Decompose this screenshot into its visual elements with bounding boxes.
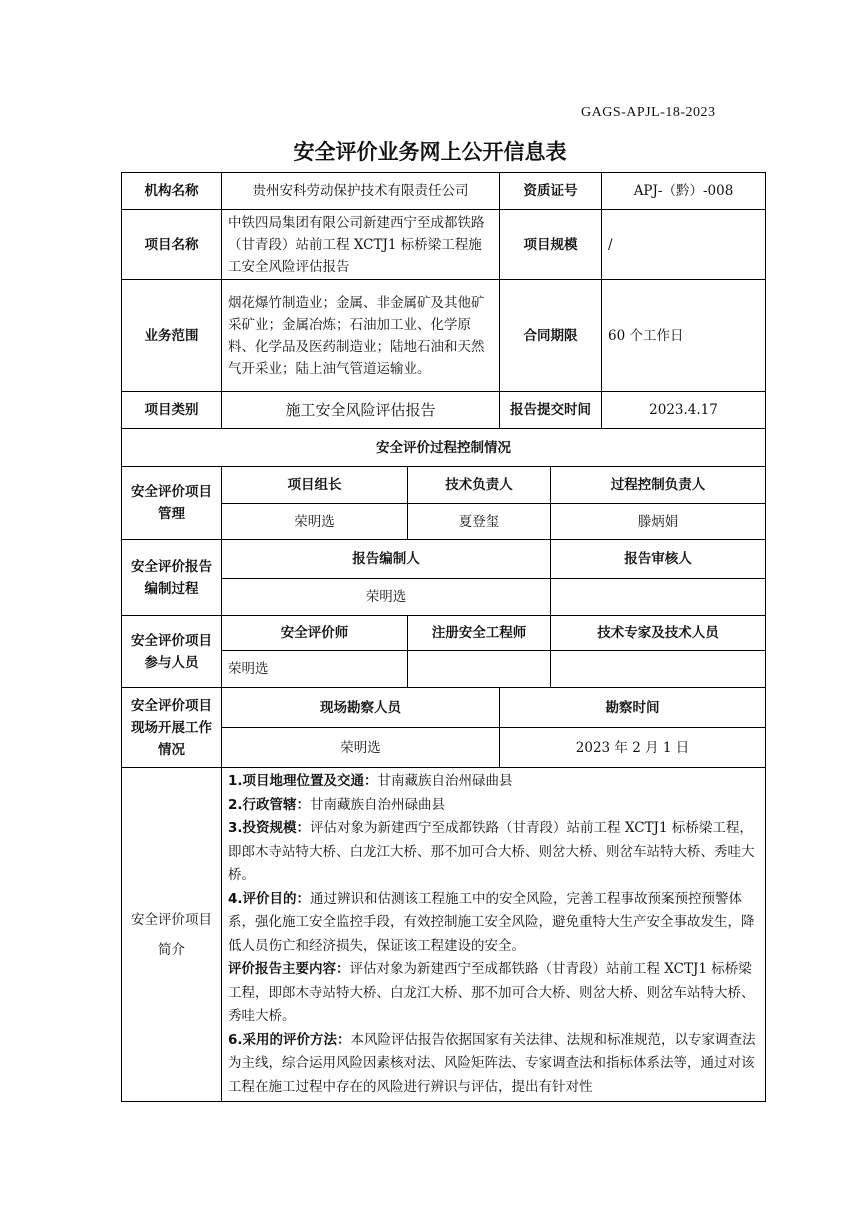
intro-item-content — [228, 958, 759, 1029]
type-row — [122, 392, 766, 429]
mgmt-label: 安全评价项目管理 — [122, 467, 222, 540]
intro-item-jurisdiction — [228, 794, 759, 818]
intro-item-purpose — [228, 888, 759, 959]
submit-value: 2023.4.17 — [602, 392, 766, 429]
intro-location-text: 甘南藏族自治州碌曲县 — [377, 773, 513, 789]
site-time-value: 2023 年 2 月 1 日 — [500, 728, 766, 768]
intro-content-head: 评价报告主要内容： — [228, 961, 350, 977]
process-header: 安全评价过程控制情况 — [122, 429, 766, 467]
submit-label: 报告提交时间 — [500, 392, 602, 429]
mgmt-head-row — [122, 467, 766, 504]
report-col-reviewer: 报告审核人 — [551, 540, 766, 579]
project-label: 项目名称 — [122, 210, 222, 280]
intro-purpose-text: 通过辨识和估测该工程施工中的安全风险，完善工程事故预案预控预警体系，强化施工安全监控手段，有效控制施工安全风险，避免重特大生产安全事故发生，降低人员伤亡和经济损失，保证该工程建设的安全。 — [228, 890, 755, 954]
site-surveyor-value: 荣明选 — [222, 728, 500, 768]
staff-expert-value — [551, 651, 766, 688]
scope-row — [122, 280, 766, 392]
intro-item-method — [228, 1029, 759, 1100]
cert-label: 资质证号 — [500, 173, 602, 210]
intro-jurisdiction-head: 2.行政管辖： — [228, 796, 311, 813]
staff-label: 安全评价项目参与人员 — [122, 616, 222, 688]
report-author-value: 荣明选 — [222, 579, 551, 616]
intro-method-text: 本风险评估报告依据国家有关法律、法规和标准规范，以专家调查法为主线，综合运用风险因素核对法、风险矩阵法、专家调查法和指标体系法等，通过对该工程在施工过程中存在的风险进行辨识与评估，提出有针对性 — [228, 1031, 756, 1095]
project-value: 中铁四局集团有限公司新建西宁至成都铁路（甘青段）站前工程 XCTJ1 标桥梁工程施工安全风险评估报告 — [222, 210, 500, 280]
intro-item-investment — [228, 817, 759, 888]
process-header-row — [122, 429, 766, 467]
staff-col-engineer: 注册安全工程师 — [408, 616, 551, 651]
org-value: 贵州安科劳动保护技术有限责任公司 — [222, 173, 500, 210]
scope-value: 烟花爆竹制造业；金属、非金属矿及其他矿采矿业；金属冶炼；石油加工业、化学原料、化学品及医药制造业；陆地石油和天然气开采业；陆上油气管道运输业。 — [222, 280, 500, 392]
site-head-row — [122, 688, 766, 728]
mgmt-col-control: 过程控制负责人 — [551, 467, 766, 504]
org-row — [122, 173, 766, 210]
mgmt-col-tech: 技术负责人 — [408, 467, 551, 504]
intro-row — [122, 768, 766, 1102]
period-label: 合同期限 — [500, 280, 602, 392]
staff-engineer-value — [408, 651, 551, 688]
intro-purpose-head: 4.评价目的： — [228, 890, 311, 907]
intro-content-text: 评估对象为新建西宁至成都铁路（甘青段）站前工程 XCTJ1 标桥梁工程，即郎木寺站特大桥、白龙江大桥、那不加可合大桥、则岔大桥、则岔车站特大桥、秀哇大桥。 — [228, 961, 755, 1024]
staff-head-row — [122, 616, 766, 651]
scale-label: 项目规模 — [500, 210, 602, 280]
scope-label: 业务范围 — [122, 280, 222, 392]
intro-method-head: 6.采用的评价方法： — [228, 1031, 351, 1048]
staff-assessor-value: 荣明选 — [222, 651, 408, 688]
document-title: 安全评价业务网上公开信息表 — [293, 140, 567, 164]
info-table — [121, 172, 766, 1102]
intro-investment-head: 3.投资规模： — [228, 820, 311, 836]
org-label: 机构名称 — [122, 173, 222, 210]
report-label: 安全评价报告编制过程 — [122, 540, 222, 616]
project-row — [122, 210, 766, 280]
cert-value: APJ-（黔）-008 — [602, 173, 766, 210]
intro-investment-text: 评估对象为新建西宁至成都铁路（甘青段）站前工程 XCTJ1 标桥梁工程，即郎木寺站特大桥、白龙江大桥、那不加可合大桥、则岔大桥、则岔车站特大桥、秀哇大桥。 — [228, 820, 755, 883]
mgmt-leader-value: 荣明选 — [222, 504, 408, 540]
mgmt-control-value: 滕炳娟 — [551, 504, 766, 540]
staff-col-expert: 技术专家及技术人员 — [551, 616, 766, 651]
mgmt-col-leader: 项目组长 — [222, 467, 408, 504]
intro-item-location — [228, 770, 759, 794]
mgmt-tech-value: 夏登玺 — [408, 504, 551, 540]
report-reviewer-value — [551, 579, 766, 616]
intro-location-head: 1.项目地理位置及交通： — [228, 773, 378, 789]
intro-content — [222, 768, 766, 1102]
report-head-row — [122, 540, 766, 579]
intro-jurisdiction-text: 甘南藏族自治州碌曲县 — [310, 796, 446, 813]
type-value: 施工安全风险评估报告 — [222, 392, 500, 429]
site-label: 安全评价项目现场开展工作情况 — [122, 688, 222, 768]
intro-label: 安全评价项目简介 — [122, 768, 222, 1102]
scale-value: / — [602, 210, 766, 280]
staff-col-assessor: 安全评价师 — [222, 616, 408, 651]
period-value: 60 个工作日 — [602, 280, 766, 392]
type-label: 项目类别 — [122, 392, 222, 429]
site-col-surveyor: 现场勘察人员 — [222, 688, 500, 728]
document-code: GAGS-APJL-18-2023 — [581, 105, 716, 120]
site-col-time: 勘察时间 — [500, 688, 766, 728]
report-col-author: 报告编制人 — [222, 540, 551, 579]
